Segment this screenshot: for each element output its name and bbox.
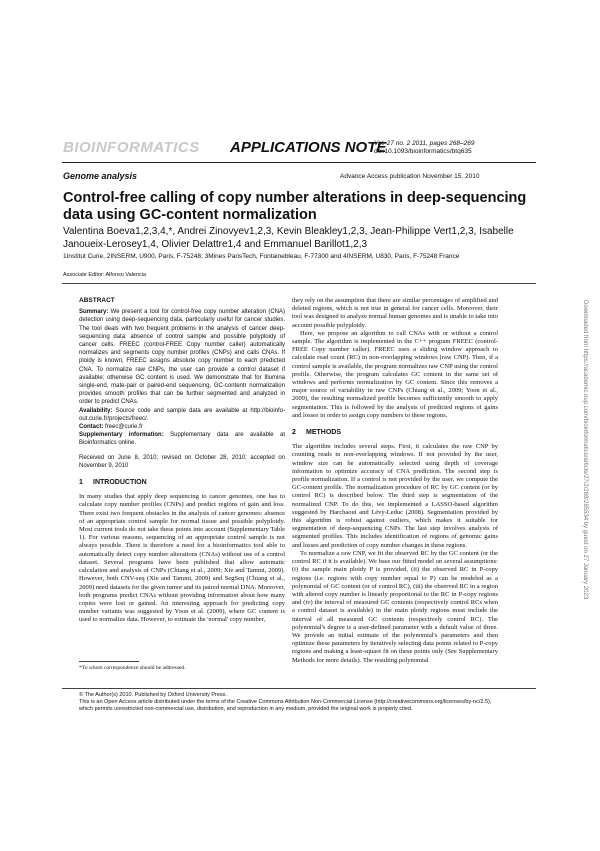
copyright-line: © The Author(s) 2010. Published by Oxford University Press.: [79, 692, 227, 698]
associate-editor: Associate Editor: Alfonso Valencia: [63, 272, 147, 278]
right-column: [292, 297, 498, 665]
section-label: Genome analysis: [63, 171, 138, 181]
header-rule: [62, 162, 536, 163]
citation: [374, 140, 474, 156]
left-column: [79, 297, 285, 625]
title-rule: [62, 283, 536, 284]
advance-access: Advance Access publication November 15, 2010: [340, 173, 480, 180]
copyright-rule: [62, 688, 536, 689]
contact-email[interactable]: freec@curie.fr: [105, 424, 143, 431]
contact-label: Contact:: [79, 424, 104, 431]
abstract: [79, 308, 285, 470]
citation-doi[interactable]: doi:10.1093/bioinformatics/btq635: [374, 148, 472, 155]
intro-number: 1: [79, 479, 83, 487]
paper-title: Control-free calling of copy number alterations in deep-sequencing data using GC-content normalization: [63, 190, 527, 223]
availability-label: Availability:: [79, 407, 113, 414]
methods-number: 2: [292, 429, 296, 437]
license-text: This is an Open Access article distributed under the terms of the Creative Commons Attribution Non-Commercial License (http://creativecommons.org/licenses/by-nc/2.5), which permits unrestricted non-commercial use, distribution, and reproduction in any medium, provided the original work is properly cited.: [79, 699, 492, 712]
supp-text: Supplementary data are available at Bioinformatics online.: [79, 432, 286, 447]
author-list: Valentina Boeva1,2,3,4,*, Andrei Zinovyev1,2,3, Kevin Bleakley1,2,3, Jean-Philippe Vert1,2,3, Isabelle Janoueix-Lerosey1,4, Olivier Delattre1,4 and Emmanuel Barillot1,2,3: [63, 226, 514, 250]
methods-paragraph-1: The algorithm includes several steps. First, it calculates the raw CNP by counting reads in non-overlapping windows. If not provided by the user, window size can be automatically selected using depth of coverage information to optimize accuracy of CNA prediction. The second step is profile normalization. If a control is not provided by the user, we compute the GC-content profile. The normalization procedure of RC by GC content (or by control RC) is described below. The third step is segmentation of the normalized CNP. To do this, we implemented a LASSO-based algorithm suggested by Harchaoui and Lévy-Leduc (2008). Segmentation provided by this algorithm is robust against outliers, which makes it suitable for segmentation of deep-sequencing CNPs. The last step involves analysis of segmented profiles. This includes identification of regions of genomic gains and losses and prediction of copy number changes in these regions.: [292, 443, 498, 549]
intro-heading: [79, 479, 285, 487]
intro-paragraph-2: Here, we propose an algorithm to call CNAs with or without a control sample. The algorithm is implemented in the C++ program FREEC (control-FREE Copy number caller). FREEC uses a sliding window approach to calculate read count (RC) in non-overlapping windows (raw CNP). Then, if a control sample is available, the program normalizes raw CNP using the control profile. Otherwise, the program calculates GC content in the same set of windows and performs normalization by GC content. Since this removes a major source of variability in raw CNPs (Chiang et al., 2009; Yoon et al., 2009), the resulting normalized profile becomes sufficiently smooth to apply segmentation. This is followed by the analysis of predicted regions of gains and losses in order to assign copy numbers to these regions.: [292, 329, 498, 419]
summary-text: We present a tool for control-free copy number alteration (CNA) detection using deep-sequencing data, particularly useful for cancer studies. The tool deals with two frequent problems in the analysis of cancer deep-sequencing data: absence of control sample and possible polyploidy of cancer cells. FREEC (control-FREE Copy number caller) automatically normalizes and segments copy number profiles (CNPs) and calls CNAs. If ploidy is known, FREEC assigns absolute copy number to each predicted CNA. To normalize raw CNPs, the user can provide a control dataset if available; otherwise GC content is used. We demonstrate that for Illumina single-end, mate-pair or paired-end sequencing, GC-contentr normalization provides smooth profiles that can be further segmented and analyzed in order to predict CNAs.: [79, 309, 285, 406]
article-type: APPLICATIONS NOTE: [230, 139, 387, 156]
download-watermark-text: Downloaded from https://academic.oup.com/bioinformatics/article/27/2/268/285534 by guest on 27 January 2023: [582, 300, 588, 600]
abstract-heading: ABSTRACT: [79, 297, 115, 304]
intro-paragraph: In many studies that apply deep sequencing to cancer genomes, one has to calculate copy number profiles (CNPs) and predict regions of gain and loss. There exist two frequent obstacles in the analysis of cancer genomes: absence of an appropriate control sample for normal tissue and possible polyploidy. Most current tools do not take these points into account (Supplementary Table 1). For various reasons, sequencing of an appropriate control sample is not always possible. There is therefore a need for a bioinformatics tool able to automatically detect copy number alterations (CNAs) without use of a control dataset. Several programs have been published that allow automatic calculation and analysis of CNPs (Chiang et al., 2009; Xie and Tammi, 2009). However, both CNV-seq (Xie and Tammi, 2009) and SegSeq (Chiang et al., 2009) need datasets for the given tumor and its paired normal DNA. Moreover, both programs predict CNAs without providing information about how many copies were lost or gained. An interesting approach for predicting copy number variants was suggested by Yoon et al. (2009), where GC content is used to normalize data. However, to estimate the 'normal' copy number,: [79, 493, 285, 624]
received-dates: Received on June 8, 2010; revised on October 28, 2010; accepted on November 9, 2010: [79, 454, 285, 469]
citation-volume: Vol. 27 no. 2 2011, pages 268–269: [374, 140, 475, 147]
summary-label: Summary:: [79, 309, 109, 316]
methods-title: METHODS: [306, 429, 341, 437]
download-watermark: [580, 300, 588, 730]
intro-title: INTRODUCTION: [93, 479, 147, 487]
footnote-rule: [79, 661, 139, 662]
intro-continued: they rely on the assumption that there are similar percentages of amplified and deleted regions, which is not true in general for cancer cells. Moreover, their tool was designed to analyze normal human genomes and is unable to take into account possible polyploidy.: [292, 297, 498, 329]
supp-label: Supplementary information:: [79, 432, 164, 439]
copyright-notice: [79, 692, 499, 713]
availability-text[interactable]: Source code and sample data are available at http://bioinfo-out.curie.fr/projects/freec/.: [79, 407, 286, 422]
footnote: *To whom correspondence should be addressed.: [79, 665, 186, 671]
journal-name: BIOINFORMATICS: [63, 139, 200, 156]
methods-heading: [292, 429, 498, 437]
methods-paragraph-2: To normalize a raw CNP, we fit the observed RC by the GC content (or the control RC if it is available). We base our fitted model on several assumptions: (i) the sample main ploidy P is provided, (ii) the observed RC in P-copy regions (i.e. regions with copy number equal to P) can be modeled as a polynomial of GC content (or of control RC), (iii) the observed RC in a region with altered copy number is linearly proportional to the RC in P-copy regions and (iv) the interval of measured GC contents (respectively control RCs when a control dataset is available) in the main ploidy regions must include the interval of all measured GC contents (respectively control RC). The polynomial's degree is a user-defined parameter with a default value of three. We provide an initial estimate of the polynomial's parameters and then optimize these parameters by iteratively selecting data points related to P-copy regions and making a least-square fit on these points only (See Supplementary Methods for more details). The resulting polynomial: [292, 549, 498, 664]
affiliations: 1Institut Curie, 2INSERM, U900, Paris, F-75248, 3Mines ParisTech, Fontainebleau, F-77300 and 4INSERM, U830, Paris, F-75248 France: [63, 253, 460, 260]
